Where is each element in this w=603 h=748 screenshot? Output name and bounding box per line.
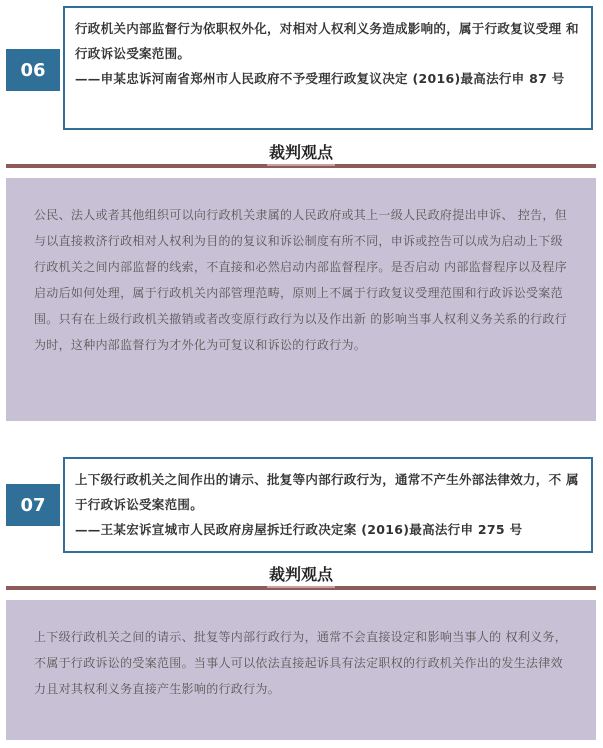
case-number: 06: [20, 59, 46, 81]
opinion-text: 公民、法人或者其他组织可以向行政机关隶属的人民政府或其上一级人民政府提出申诉、 控告，但与以直接救济行政相对人权利为目的的复议和诉讼制度有所不同，申诉或控告可以成为启动上下级行政机关之间内部监督的线索，不直接和必然启动内部监督程序。是否启动 内部监督程序以及程序启动后如何处理，属于行政机关内部管理范畴，原则上不属于行政复议受理范围和行政诉讼受案范围。只有在上级行政机关撤销或者改变原行政行为以及作出新 的影响当事人权利义务关系的行政行为时，这种内部监督行为才外化为可复议和诉讼的行政行为。: [34, 208, 568, 352]
case-summary-box: [63, 457, 593, 553]
case-holding: 上下级行政机关之间作出的请示、批复等内部行政行为，通常不产生外部法律效力，不 属于行政诉讼受案范围。: [75, 472, 579, 512]
case-number-badge: [6, 49, 60, 91]
case-number-badge: [6, 484, 60, 526]
case-holding: 行政机关内部监督行为依职权外化，对相对人权利义务造成影响的，属于行政复议受理 和行政诉讼受案范围。: [75, 21, 579, 61]
section-title: 裁判观点: [267, 142, 335, 166]
case-summary-box: [63, 6, 593, 130]
case-citation: ——申某忠诉河南省郑州市人民政府不予受理行政复议决定 (2016)最高法行申 87 号: [75, 71, 565, 86]
section-header: [6, 142, 596, 166]
section-header: [6, 564, 596, 588]
opinion-panel: [6, 600, 596, 740]
section-title: 裁判观点: [267, 564, 335, 588]
case-citation: ——王某宏诉宣城市人民政府房屋拆迁行政决定案 (2016)最高法行申 275 号: [75, 522, 523, 537]
opinion-text: 上下级行政机关之间的请示、批复等内部行政行为，通常不会直接设定和影响当事人的 权利义务，不属于行政诉讼的受案范围。当事人可以依法直接起诉具有法定职权的行政机关作出的发生法律效力且对其权利义务直接产生影响的行政行为。: [34, 630, 568, 696]
opinion-panel: [6, 178, 596, 421]
case-number: 07: [20, 494, 46, 516]
